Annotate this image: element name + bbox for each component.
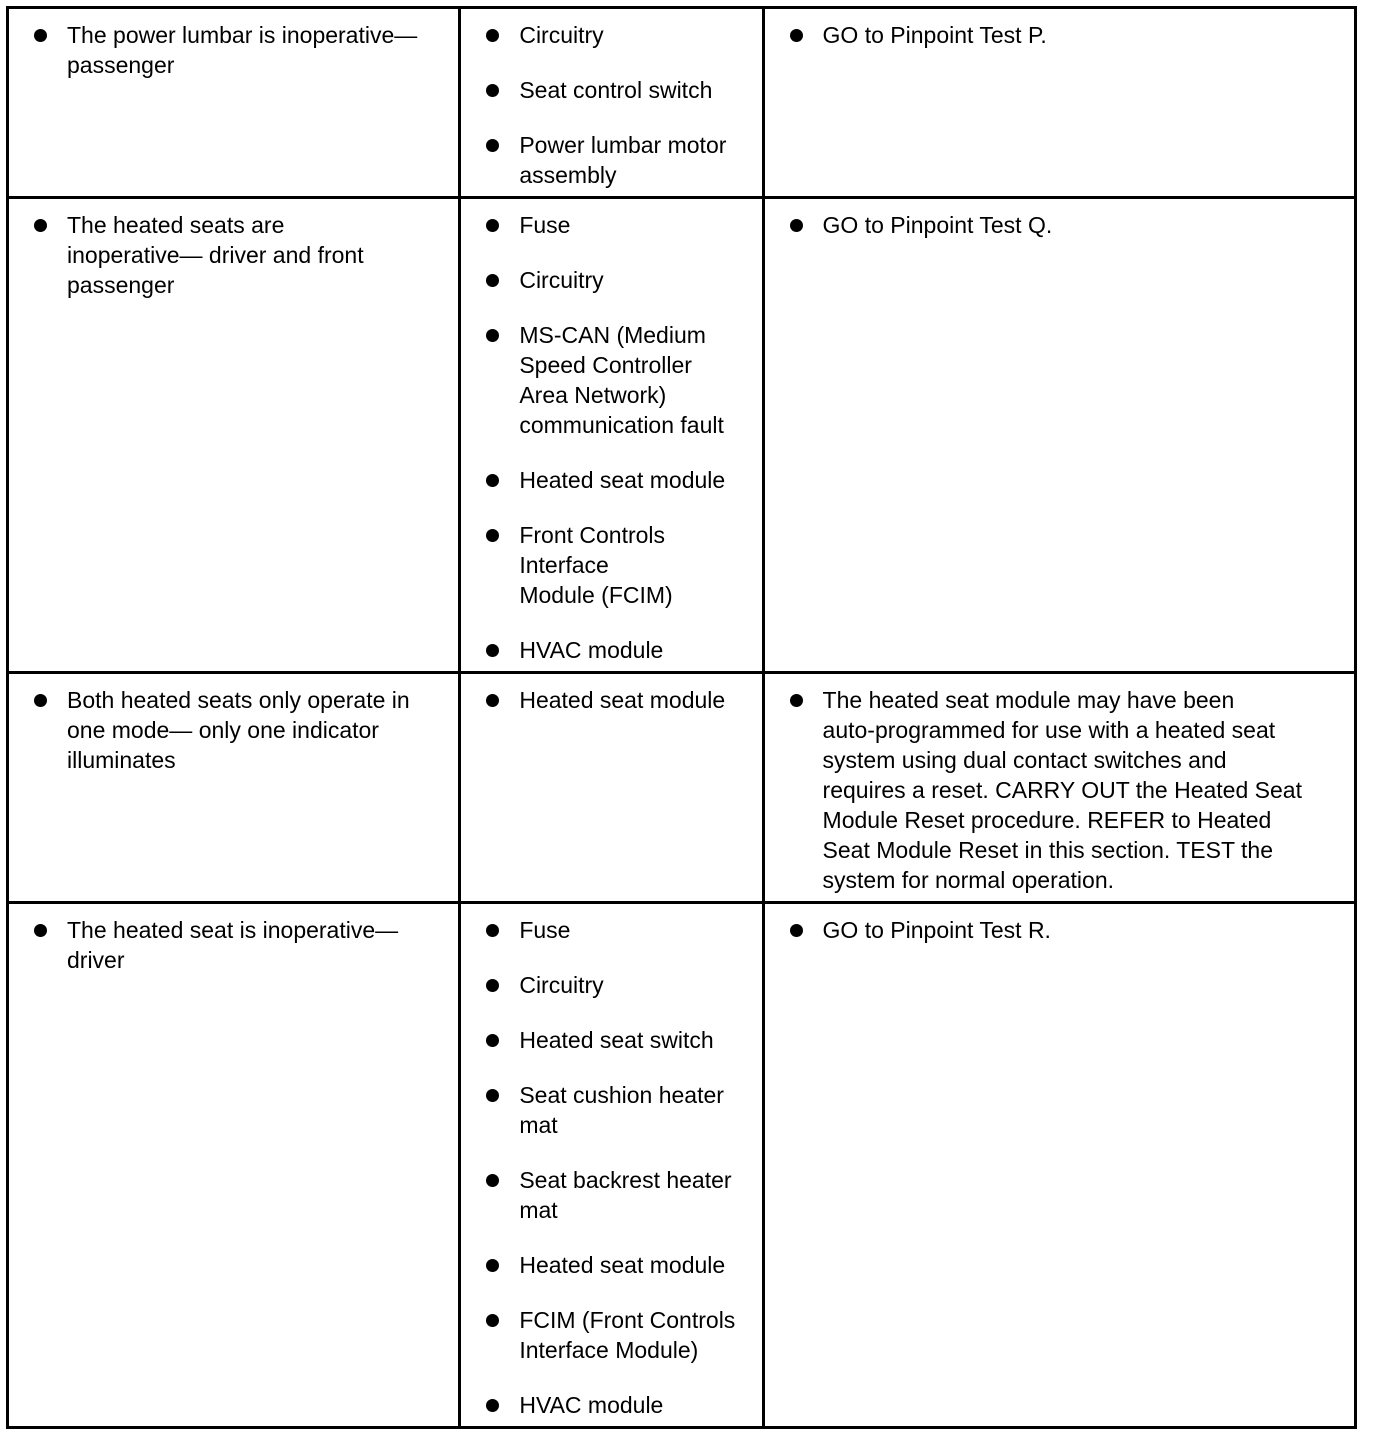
- cause-item: Heated seat module: [467, 465, 755, 495]
- cause-item: Fuse: [467, 915, 755, 945]
- causes-cell: [460, 673, 763, 903]
- symptom-cell: [8, 8, 460, 198]
- symptom-chart-table: [6, 6, 1357, 1429]
- action-text: GO to Pinpoint Test Q.: [771, 210, 1344, 240]
- cause-item: Heated seat module: [467, 1250, 755, 1280]
- cause-item: Heated seat module: [467, 685, 755, 715]
- table-row: [8, 198, 1356, 673]
- causes-cell: [460, 903, 763, 1428]
- action-cell: [763, 903, 1355, 1428]
- cause-item: Fuse: [467, 210, 755, 240]
- causes-cell: [460, 8, 763, 198]
- cause-item: Seat backrest heater mat: [467, 1165, 755, 1225]
- action-text: The heated seat module may have been auto-programmed for use with a heated seat system using dual contact switches and requires a reset. CARRY OUT the Heated Seat Module Reset procedure. REFER to Heated Seat Module Reset in this section. TEST the system for normal operation.: [771, 685, 1344, 895]
- table-row: [8, 903, 1356, 1428]
- symptom-text: The power lumbar is inoperative— passenger: [15, 20, 452, 80]
- causes-cell: [460, 198, 763, 673]
- cause-item: Circuitry: [467, 265, 755, 295]
- action-text: GO to Pinpoint Test R.: [771, 915, 1344, 945]
- cause-item: MS-CAN (Medium Speed Controller Area Network) communication fault: [467, 320, 755, 440]
- symptom-cell: [8, 198, 460, 673]
- cause-item: FCIM (Front Controls Interface Module): [467, 1305, 755, 1365]
- cause-item: Circuitry: [467, 970, 755, 1000]
- cause-item: Seat control switch: [467, 75, 755, 105]
- action-text: GO to Pinpoint Test P.: [771, 20, 1344, 50]
- cause-item: Front Controls Interface Module (FCIM): [467, 520, 755, 610]
- cause-item: HVAC module: [467, 635, 755, 665]
- cause-item: Seat cushion heater mat: [467, 1080, 755, 1140]
- action-cell: [763, 198, 1355, 673]
- cause-item: Power lumbar motor assembly: [467, 130, 755, 190]
- table-row: [8, 673, 1356, 903]
- cause-item: Circuitry: [467, 20, 755, 50]
- symptom-cell: [8, 903, 460, 1428]
- cause-item: HVAC module: [467, 1390, 755, 1420]
- action-cell: [763, 673, 1355, 903]
- table-row: [8, 8, 1356, 198]
- action-cell: [763, 8, 1355, 198]
- symptom-cell: [8, 673, 460, 903]
- cause-item: Heated seat switch: [467, 1025, 755, 1055]
- symptom-text: Both heated seats only operate in one mode— only one indicator illuminates: [15, 685, 452, 775]
- symptom-text: The heated seat is inoperative— driver: [15, 915, 452, 975]
- symptom-text: The heated seats are inoperative— driver and front passenger: [15, 210, 452, 300]
